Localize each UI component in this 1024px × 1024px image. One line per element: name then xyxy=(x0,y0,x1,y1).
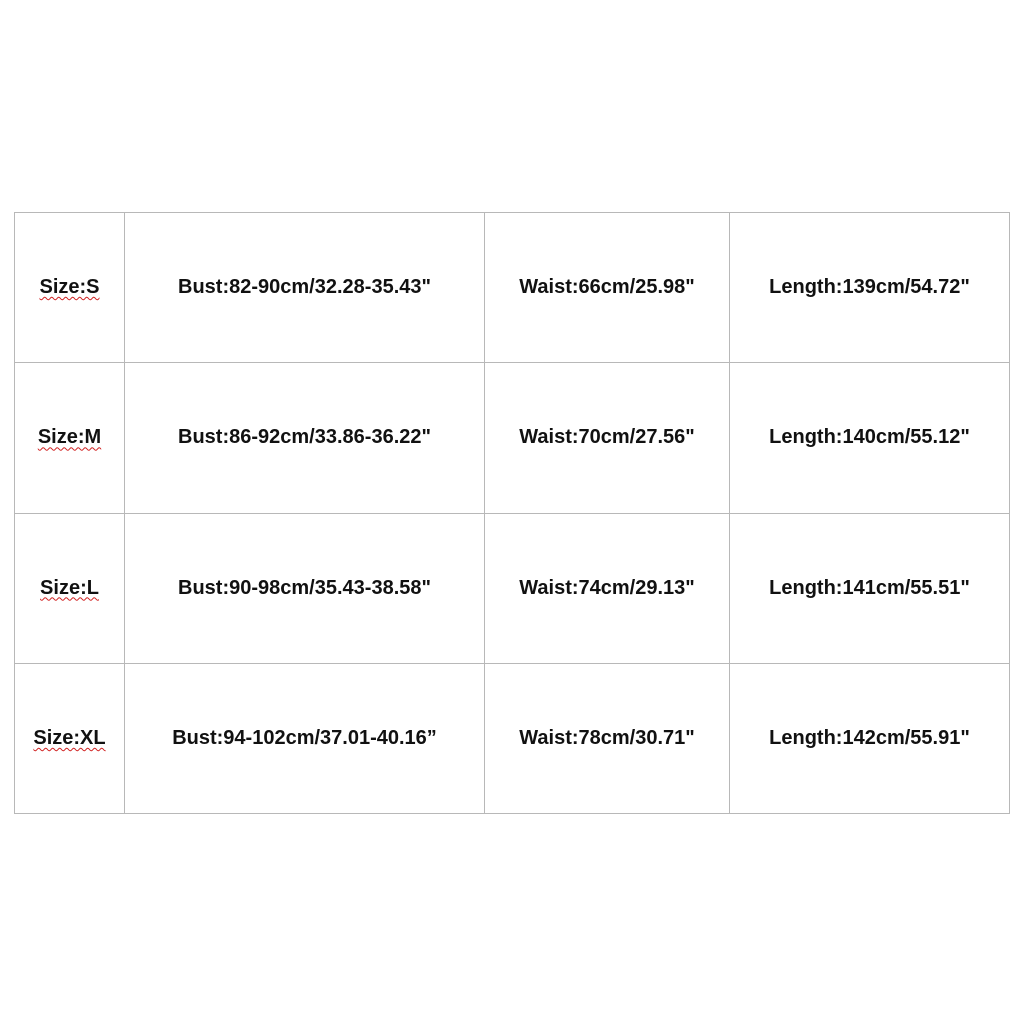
waist-cell: Waist:70cm/27.56" xyxy=(485,363,730,513)
size-cell xyxy=(15,213,125,363)
size-cell xyxy=(15,363,125,513)
length-cell: Length:141cm/55.51" xyxy=(730,513,1010,663)
waist-cell: Waist:78cm/30.71" xyxy=(485,663,730,813)
size-label: Size:L xyxy=(40,576,99,599)
size-label: Size:S xyxy=(39,276,100,299)
length-cell: Length:139cm/54.72" xyxy=(730,213,1010,363)
table-row xyxy=(15,363,1010,513)
table-row xyxy=(15,663,1010,813)
size-label: Size:XL xyxy=(33,726,106,749)
size-cell xyxy=(15,663,125,813)
bust-cell: Bust:90-98cm/35.43-38.58" xyxy=(125,513,485,663)
size-label: Size:M xyxy=(37,426,102,449)
table-row xyxy=(15,213,1010,363)
size-cell xyxy=(15,513,125,663)
length-cell: Length:140cm/55.12" xyxy=(730,363,1010,513)
bust-cell: Bust:86-92cm/33.86-36.22" xyxy=(125,363,485,513)
bust-cell: Bust:82-90cm/32.28-35.43" xyxy=(125,213,485,363)
table-row xyxy=(15,513,1010,663)
bust-cell: Bust:94-102cm/37.01-40.16” xyxy=(125,663,485,813)
size-chart-table xyxy=(14,212,1010,814)
waist-cell: Waist:74cm/29.13" xyxy=(485,513,730,663)
waist-cell: Waist:66cm/25.98" xyxy=(485,213,730,363)
length-cell: Length:142cm/55.91" xyxy=(730,663,1010,813)
